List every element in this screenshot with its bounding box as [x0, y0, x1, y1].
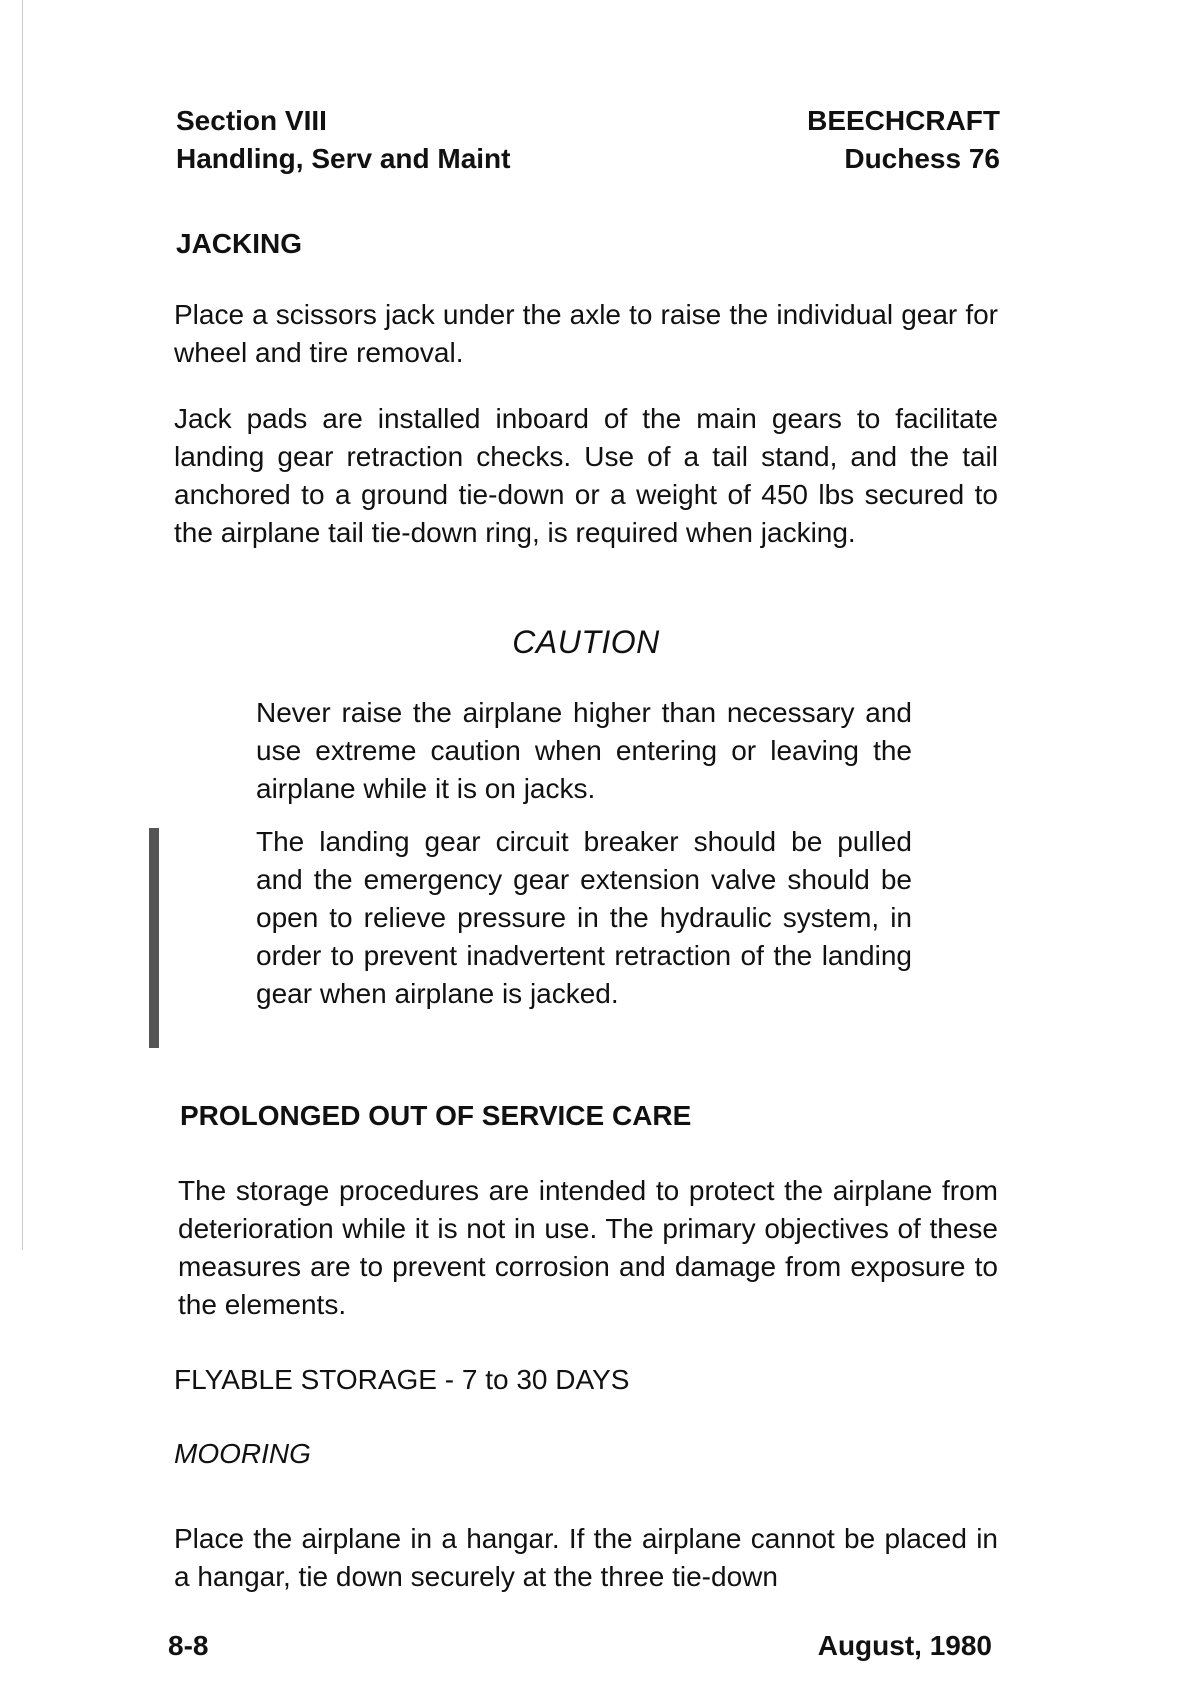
caution-paragraph-1: Never raise the airplane higher than necessary and use extreme caution when entering or leaving the airplane while it is on jacks.	[256, 697, 912, 804]
page-header-right	[807, 102, 1000, 178]
page-number: 8-8	[168, 1630, 209, 1661]
section-number: Section VIII	[176, 105, 327, 136]
aircraft-model: Duchess 76	[844, 143, 1000, 174]
prolonged-care-heading: PROLONGED OUT OF SERVICE CARE	[180, 1100, 692, 1131]
jacking-heading: JACKING	[176, 228, 303, 259]
caution-title: CAUTION	[512, 624, 660, 660]
jacking-paragraph-2: Jack pads are installed inboard of the main gears to facilitate landing gear retraction checks. Use of a tail stand, and the tail anchored to a ground tie-down or a weight of 450 lbs secured to the airplane tail tie-down ring, is required when jacking.	[174, 403, 998, 548]
revision-date: August, 1980	[817, 1630, 992, 1661]
page-header-left	[176, 102, 510, 178]
revision-change-bar	[149, 828, 159, 1048]
caution-paragraph-2: The landing gear circuit breaker should be pulled and the emergency gear extension valve should be open to relieve pressure in the hydraulic system, in order to prevent inadvertent retraction of the landing gear when airplane is jacked.	[256, 826, 912, 1009]
jacking-paragraph-1: Place a scissors jack under the axle to raise the individual gear for wheel and tire removal.	[174, 299, 998, 368]
binding-edge-line	[22, 0, 23, 1250]
prolonged-care-paragraph: The storage procedures are intended to protect the airplane from deterioration while it is not in use. The primary objectives of these measures are to prevent corrosion and damage from exposure to the elements.	[178, 1175, 998, 1320]
section-title: Handling, Serv and Maint	[176, 143, 511, 174]
brand-name: BEECHCRAFT	[807, 105, 1000, 136]
flyable-storage-heading: FLYABLE STORAGE - 7 to 30 DAYS	[174, 1364, 630, 1395]
mooring-heading: MOORING	[174, 1438, 311, 1469]
mooring-paragraph: Place the airplane in a hangar. If the airplane cannot be placed in a hangar, tie down securely at the three tie-down	[174, 1523, 998, 1592]
